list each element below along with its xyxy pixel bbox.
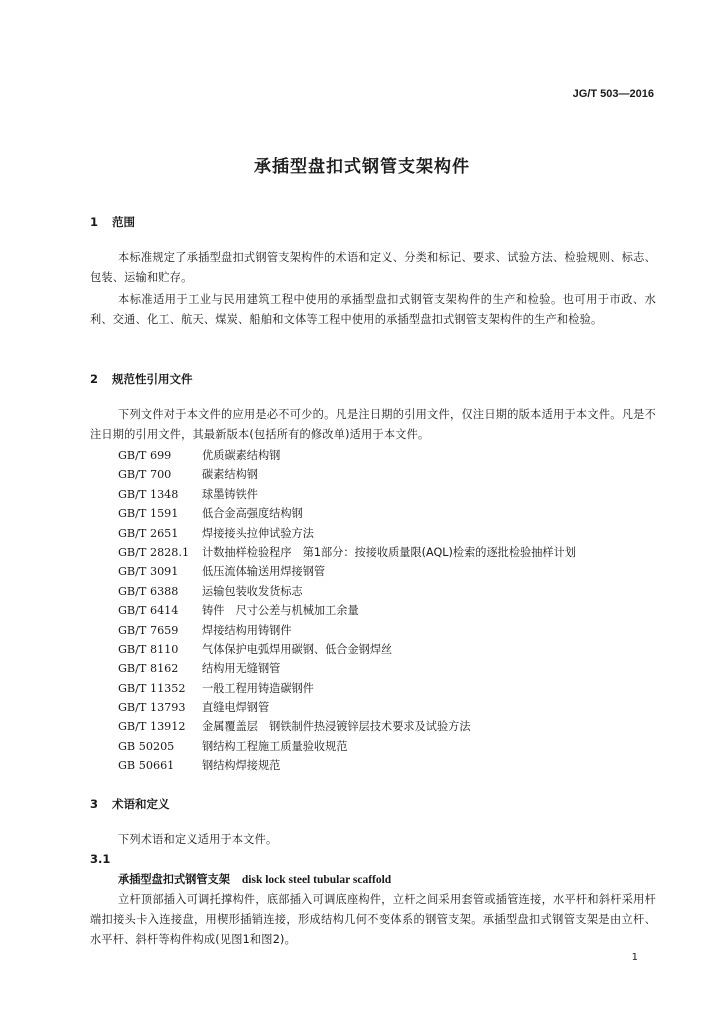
reference-name: 碳素结构钢 xyxy=(202,468,258,482)
terms-intro-paragraph: 下列术语和定义适用于本文件。 xyxy=(118,833,278,846)
reference-name: 低压流体输送用焊接钢管 xyxy=(202,565,326,579)
reference-code: GB/T 11352 xyxy=(118,681,186,695)
reference-name: 低合金高强度结构钢 xyxy=(202,507,303,521)
reference-code: GB/T 700 xyxy=(118,468,172,482)
term-heading xyxy=(118,871,391,887)
section-number: 2 xyxy=(90,372,99,386)
reference-code: GB/T 3091 xyxy=(118,565,179,579)
reference-item xyxy=(118,504,658,523)
term-chinese: 承插型盘扣式钢管支架 xyxy=(118,873,230,886)
reference-name: 计数抽样检验程序 第1部分：按接收质量限(AQL)检索的逐批检验抽样计划 xyxy=(202,545,576,559)
term-number: 3.1 xyxy=(90,852,111,866)
reference-name: 直缝电焊钢管 xyxy=(202,701,270,715)
references-intro-paragraph: 下列文件对于本文件的应用是必不可少的。凡是注日期的引用文件，仅注日期的版本适用于本文件。凡是不注日期的引用文件，其最新版本(包括所有的修改单)适用于本文件。 xyxy=(90,408,656,441)
reference-item xyxy=(118,640,658,659)
section-number: 3 xyxy=(90,797,99,811)
section-heading-scope xyxy=(90,214,135,230)
reference-item xyxy=(118,601,658,620)
standard-code: JG/T 503—2016 xyxy=(572,88,654,100)
reference-code: GB/T 13912 xyxy=(118,720,186,734)
reference-item xyxy=(118,698,658,717)
reference-name: 钢结构焊接规范 xyxy=(202,759,281,773)
reference-item xyxy=(118,543,658,562)
reference-name: 金属覆盖层 钢铁制件热浸镀锌层技术要求及试验方法 xyxy=(202,720,471,734)
reference-name: 一般工程用铸造碳钢件 xyxy=(202,681,314,695)
section-heading-normative-references xyxy=(90,371,193,387)
reference-item xyxy=(118,756,658,775)
reference-item xyxy=(118,446,658,465)
reference-code: GB/T 699 xyxy=(118,449,172,462)
reference-name: 焊接结构用铸钢件 xyxy=(202,623,292,637)
reference-code: GB 50205 xyxy=(118,739,175,753)
reference-name: 球墨铸铁件 xyxy=(202,487,258,501)
reference-item xyxy=(118,582,658,601)
reference-code: GB/T 2828.1 xyxy=(118,545,190,559)
reference-list xyxy=(118,446,658,776)
reference-item xyxy=(118,717,658,736)
reference-item xyxy=(118,621,658,640)
reference-name: 铸件 尺寸公差与机械加工余量 xyxy=(202,604,359,618)
reference-name: 钢结构工程施工质量验收规范 xyxy=(202,739,348,753)
reference-code: GB/T 6414 xyxy=(118,604,179,618)
reference-code: GB/T 1591 xyxy=(118,507,179,521)
reference-item xyxy=(118,737,658,756)
reference-code: GB/T 13793 xyxy=(118,701,186,715)
section-title: 规范性引用文件 xyxy=(112,372,193,386)
reference-name: 优质碳素结构钢 xyxy=(202,449,281,462)
reference-item xyxy=(118,485,658,504)
reference-name: 结构用无缝钢管 xyxy=(202,662,281,676)
reference-name: 焊接接头拉伸试验方法 xyxy=(202,526,314,540)
reference-item xyxy=(118,679,658,698)
document-title: 承插型盘扣式钢管支架构件 xyxy=(254,157,470,177)
section-number: 1 xyxy=(90,215,99,229)
reference-code: GB/T 1348 xyxy=(118,487,179,501)
scope-paragraph-2: 本标准适用于工业与民用建筑工程中使用的承插型盘扣式钢管支架构件的生产和检验。也可用于市政、水利、交通、化工、航天、煤炭、船舶和文体等工程中使用的承插型盘扣式钢管支架构件的生产和检验。 xyxy=(90,293,656,326)
reference-item xyxy=(118,562,658,581)
reference-name: 气体保护电弧焊用碳钢、低合金钢焊丝 xyxy=(202,642,393,656)
page-number: 1 xyxy=(631,952,638,963)
reference-code: GB/T 6388 xyxy=(118,584,179,598)
reference-code: GB/T 7659 xyxy=(118,623,179,637)
reference-item xyxy=(118,524,658,543)
reference-name: 运输包装收发货标志 xyxy=(202,584,303,598)
section-heading-terms xyxy=(90,796,170,812)
reference-code: GB/T 2651 xyxy=(118,526,179,540)
section-title: 术语和定义 xyxy=(112,797,170,811)
term-definition: 立杆顶部插入可调托撑构件，底部插入可调底座构件，立杆之间采用套管或插管连接，水平杆和斜杆采用杆端扣接头卡入连接盘，用楔形插销连接，形成结构几何不变体系的钢管支架。承插型盘扣式钢管支架是由立杆、水平杆、斜杆等构件构成(见图1和图2)。 xyxy=(90,893,656,946)
reference-item xyxy=(118,659,658,678)
section-title: 范围 xyxy=(112,215,135,229)
scope-paragraph-1: 本标准规定了承插型盘扣式钢管支架构件的术语和定义、分类和标记、要求、试验方法、检验规则、标志、包装、运输和贮存。 xyxy=(90,251,656,284)
reference-code: GB/T 8162 xyxy=(118,662,179,676)
reference-code: GB/T 8110 xyxy=(118,642,179,656)
term-english: disk lock steel tubular scaffold xyxy=(241,874,392,886)
reference-item xyxy=(118,465,658,484)
reference-code: GB 50661 xyxy=(118,759,175,773)
